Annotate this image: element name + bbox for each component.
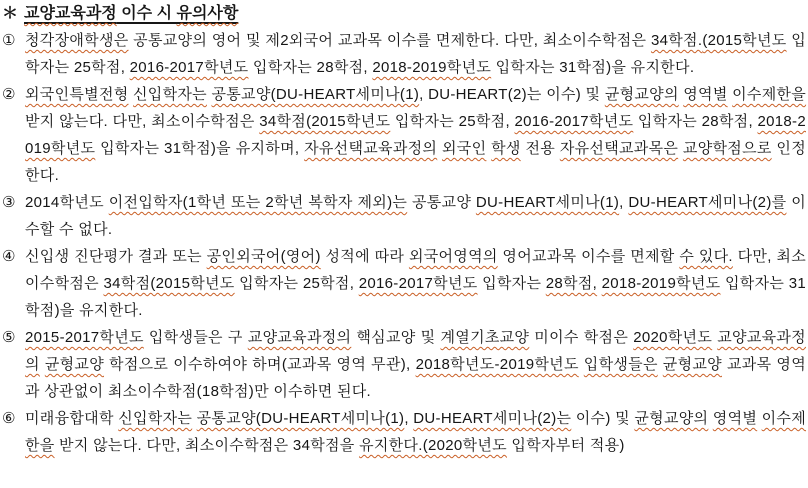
text-segment: 인정한다. xyxy=(25,140,807,184)
text-segment: 신입생 진단평가 결과 또는 xyxy=(25,248,207,265)
spellcheck-flagged-text: 계열기초교양 xyxy=(440,329,530,346)
spellcheck-flagged-text: 이수제한을 xyxy=(732,86,807,103)
text-segment: , xyxy=(404,410,414,427)
spellcheck-flagged-text: 2015-2017학년도 xyxy=(25,329,144,346)
notice-item xyxy=(2,81,806,189)
spellcheck-flagged-text: 자유선택교육과정의 xyxy=(304,140,438,157)
spellcheck-flagged-text: DU-HEART세미나(2)는 xyxy=(413,410,572,427)
spellcheck-flagged-text: 34학점. xyxy=(650,32,703,49)
text-segment: 성적에 따라 xyxy=(320,248,409,265)
text-segment: 입학자는 31학점)을 유지한다. xyxy=(491,59,695,76)
spellcheck-flagged-text: 2016-2017학년도 xyxy=(129,59,249,76)
spellcheck-flagged-text: 공통교양(DU-HEART세미나(1) xyxy=(196,410,405,427)
notice-item xyxy=(2,27,806,81)
spellcheck-flagged-text: 외국인특별전형 xyxy=(25,86,129,103)
text-segment: 핵심교양 및 xyxy=(351,329,441,346)
page-title xyxy=(2,1,806,27)
text-segment: 공통교양의 영어 및 제2외국어 교과목 이수를 면제한다. 다만, 최소이수학점은 xyxy=(128,32,651,49)
spellcheck-flagged-text: 34학점(2015학년도 xyxy=(103,275,235,292)
text-segment: , DU-HEART(2)는 이수) 및 xyxy=(419,86,605,103)
text-segment: 입학자는 25학점, xyxy=(25,32,806,76)
spellcheck-flagged-text: 2018-2019학년도 xyxy=(25,113,806,157)
text-segment: , xyxy=(619,194,629,211)
item-text xyxy=(25,27,806,81)
item-text xyxy=(25,243,806,324)
spellcheck-flagged-text: 외국인 xyxy=(441,140,487,157)
text-segment: 영어교과목 이수를 면제할 xyxy=(497,248,680,265)
spellcheck-flagged-text: 유지한다.(2020학년도 xyxy=(359,437,507,454)
spellcheck-flagged-text: 균형교양 xyxy=(662,356,722,373)
spellcheck-flagged-text: 공인외국어(영어) xyxy=(206,248,321,265)
spellcheck-flagged-text: 2016-2017학년도 xyxy=(514,113,634,130)
text-segment: 다만, 최소이수학점은 xyxy=(25,248,807,292)
item-number: ③ xyxy=(2,194,16,211)
spellcheck-flagged-text: 2018-2019학년도 xyxy=(372,59,492,76)
notice-item xyxy=(2,324,806,405)
item-text xyxy=(25,81,806,189)
spellcheck-flagged-text: 28학점, xyxy=(545,275,598,292)
text-segment: 받지 않는다. 다만, 최소이수학점은 xyxy=(25,113,260,130)
spellcheck-flagged-text: 자유선택교과목은 xyxy=(559,140,679,157)
spellcheck-flagged-text: 교양교육과정의 xyxy=(247,329,352,346)
text-segment: 입학자부터 적용) xyxy=(506,437,625,454)
text-segment: 이수) 및 xyxy=(571,410,635,427)
spellcheck-flagged-text: 균형교양의 xyxy=(634,410,709,427)
notice-item xyxy=(2,189,806,243)
title-text xyxy=(24,5,238,22)
text-segment: 공통교양 xyxy=(407,194,476,211)
spellcheck-flagged-text: 수 있다. xyxy=(679,248,733,265)
spellcheck-flagged-text: 교양교육과정 xyxy=(24,5,117,22)
text-segment: 입학자는 25학점, xyxy=(234,275,359,292)
spellcheck-flagged-text: 교양학점으로 xyxy=(682,140,772,157)
text-segment: 교과목 영역과 상관없이 최소이수학점(18학점)만 이수하면 된다. xyxy=(25,356,807,400)
text-segment: 전용 xyxy=(520,140,560,157)
spellcheck-flagged-text: 이전입학자(1학년 또는 2학년 복학자 제외)는 xyxy=(108,194,408,211)
spellcheck-flagged-text: 입학생들은 xyxy=(583,356,658,373)
spellcheck-flagged-text: 2016-2017학년도 xyxy=(358,275,478,292)
spellcheck-flagged-text: 외국어영역의 xyxy=(408,248,498,265)
spellcheck-flagged-text: 영역별 xyxy=(712,410,758,427)
text-segment: 2014학년도 xyxy=(25,194,109,211)
text-segment: 입학자는 25학점, xyxy=(390,113,515,130)
item-text xyxy=(25,405,806,459)
text-segment: 학점으로 이수하여야 하며(교과목 영역 무관), xyxy=(104,356,416,373)
text-segment: 이수할 수 없다. xyxy=(25,194,806,238)
spellcheck-flagged-text: 교양교육과정의 xyxy=(25,329,806,373)
spellcheck-flagged-text: 청각장애학생은 xyxy=(25,32,129,49)
item-number: ① xyxy=(2,32,16,49)
spellcheck-flagged-text: DU-HEART세미나(2)를 xyxy=(628,194,787,211)
notice-item xyxy=(2,243,806,324)
spellcheck-flagged-text: 이수제한을 xyxy=(25,410,807,454)
item-text xyxy=(25,324,806,405)
text-segment: 입학자는 28학점, xyxy=(248,59,373,76)
spellcheck-flagged-text: 영역별 xyxy=(683,86,728,103)
notice-list xyxy=(2,27,806,459)
title-asterisk-marker: ＊ xyxy=(2,5,19,22)
spellcheck-flagged-text: 공통교양(DU-HEART세미나(1) xyxy=(211,86,420,103)
item-number: ⑥ xyxy=(2,410,16,427)
text-segment: 미이수 학점은 xyxy=(529,329,634,346)
spellcheck-flagged-text: 균형교양의 xyxy=(604,86,679,103)
item-number: ⑤ xyxy=(2,329,16,346)
spellcheck-flagged-text: 균형교양 xyxy=(44,356,105,373)
spellcheck-flagged-text: 학생 xyxy=(491,140,521,157)
text-segment: 입학자는 xyxy=(477,275,546,292)
spellcheck-flagged-text: 34학점(2015학년도 xyxy=(259,113,391,130)
text-segment: 입학생들은 구 xyxy=(143,329,248,346)
spellcheck-flagged-text: (2015학년도 xyxy=(702,32,787,49)
spellcheck-flagged-text: 신입학자는 xyxy=(133,86,207,103)
item-number: ④ xyxy=(2,248,16,265)
spellcheck-flagged-text: 신입학자는 xyxy=(118,410,193,427)
notice-item xyxy=(2,405,806,459)
spellcheck-flagged-text: 유의사항 xyxy=(176,5,239,22)
text-segment: 입학자는 31학점)을 유지하며, xyxy=(95,140,305,157)
spellcheck-flagged-text: 2018-2019학년도 xyxy=(601,275,721,292)
spellcheck-flagged-text: 2018학년도-2019학년도 xyxy=(415,356,579,373)
text-segment: 이수 시 xyxy=(116,5,177,22)
text-segment: 입학자는 28학점, xyxy=(633,113,758,130)
item-number: ② xyxy=(2,86,16,103)
text-segment: 받지 않는다. 다만, 최소이수학점은 34학점을 xyxy=(54,437,360,454)
text-segment: 입학자는 31학점)을 유지한다. xyxy=(25,275,806,319)
text-segment: 미래융합대학 xyxy=(25,410,119,427)
spellcheck-flagged-text: 2020학년도 xyxy=(633,329,713,346)
spellcheck-flagged-text: DU-HEART세미나(1) xyxy=(475,194,620,211)
item-text xyxy=(25,189,806,243)
